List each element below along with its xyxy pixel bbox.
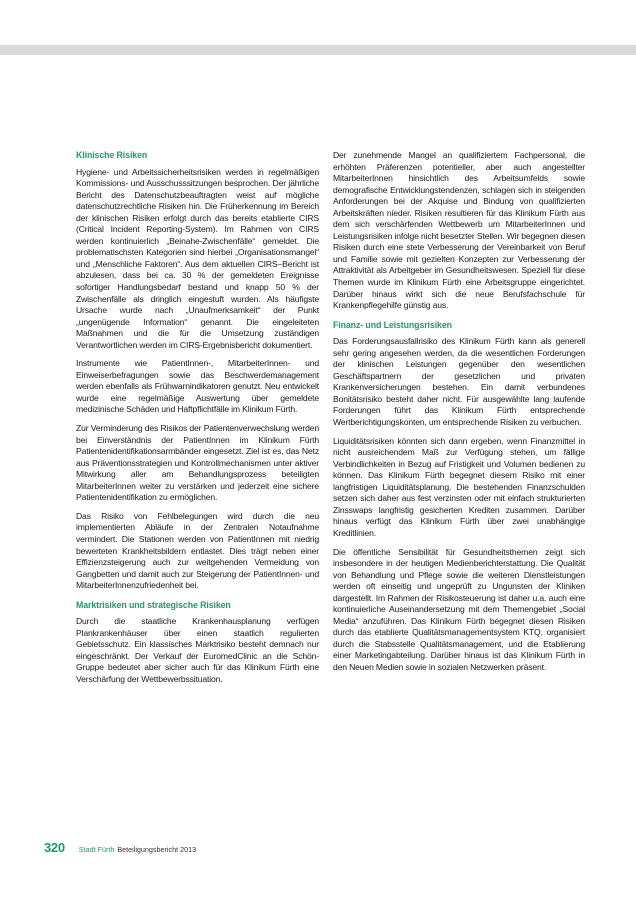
paragraph: Die öffentliche Sensibilität für Gesundheitsthemen zeigt sich insbesondere in der heutigen Medienberichterstattung. Die Qualität von Behandlung und Pflege sowie die weiteren Dienstleistungen werden oft einseitig und ungeprüft zu Ungunsten der Kliniken dargestellt. Im Rahmen der Risikosteuerung ist daher u.a. auch eine kontinuierliche Auseinandersetzung mit dem Themengebiet „Social Media“ anzuführen. Das Klinikum Fürth begegnet diesen Risiken durch das etablierte Qualitätsmanagementsystem KTQ, organisiert durch die Stabsstelle Qualitätsmanagement, und die Etablierung einer Marketingabteilung. Darüber hinaus ist das Klinikum Fürth in den Neuen Medien sowie in sozialen Netzwerken präsent.: [333, 546, 585, 672]
heading-marktrisiken: Marktrisiken und strategische Risiken: [76, 599, 231, 610]
page-footer: [44, 840, 196, 855]
heading-klinische-risiken: Klinische Risiken: [76, 150, 148, 160]
paragraph: Durch die staatliche Krankenhausplanung verfügen Plankrankenhäuser über einen staatlich regulierten Gebietsschutz. Ein klassisches Marktrisiko besteht demnach nur eingeschränkt. Der Verkauf der EuromedClinic an die Schön-Gruppe bedeutet aber sicher auch für das Klinikum Fürth eine Verschärfung der Wettbewerbssituation.: [76, 616, 319, 684]
paragraph: Hygiene- und Arbeitssicherheitsrisiken werden in regelmäßigen Kommissions- und Ausschusssitzungen besprochen. Der jährliche Bericht des Datenschutzbeauftragten weist auf mögliche datenschutzrechtliche Risiken hin. Die Früherkennung im Bereich der klinischen Risiken erfolgt durch das bereits etablierte CIRS (Critical Incident Reporting-System). Im Rahmen von CIRS werden kontinuierlich „Beinahe-Zwischenfälle“ gemeldet. Die problematischsten Kategorien sind hierbei „Organisationsmangel“ und „Menschliche Faktoren“. Aus dem aktuellen CIRS–Bericht ist abzulesen, dass bei ca. 30 % der gemeldeten Ereignisse sofortiger Handlungsbedarf bestand und knapp 50 % der Zwischenfälle als dringlich eingestuft wurden. Als häufigste Ursache wurde nach „Unaufmerksamkeit“ der Punkt „ungenügende Information“ genannt. Die eingeleiteten Maßnahmen und die für die Umsetzung zuständigen Verantwortlichen werden im CIRS-Ergebnisbericht dokumentiert.: [76, 166, 319, 350]
paragraph: Der zunehmende Mangel an qualifiziertem Fachpersonal, die erhöhten Präferenzen potentieller, aber auch angestellter MitarbeiterInnen hinsichtlich des Arbeitsumfelds sowie demografische Entwicklungstendenzen, schlagen sich in steigenden Anforderungen bei der Akquise und Bindung von qualifizierten Arbeitskräften nieder. Risiken resultieren für das Klinikum Fürth aus dem sich verschärfenden Wettbewerb um MitarbeiterInnen und Leistungsrisiken infolge nicht besetzter Stellen. Wir begegnen diesen Risiken durch eine stete Verbesserung der Vereinbarkeit von Beruf und Familie sowie mit gezielten Konzepten zur Verbesserung der Attraktivität als Arbeitgeber im Gesundheitswesen. Speziell für diese Themen wurde im Klinikum Fürth eine Arbeitsgruppe eingerichtet. Darüber hinaus wirkt sich die neue Berufsfachschule für Krankenpflegehilfe günstig aus.: [333, 150, 585, 311]
right-column: [333, 150, 585, 681]
heading-finanzrisiken: Finanz- und Leistungsrisiken: [333, 319, 452, 330]
page-number: 320: [44, 840, 65, 855]
paragraph: Das Risiko von Fehlbelegungen wird durch die neu implementierten Abläufe in der Zentralen Notaufnahme vermindert. Die Stationen werden von PatientInnen mit niedrig bewerteten Krankheitsbildern entlastet. Dies trägt neben einer Effizienzsteigerung auch zur weitgehenden Vermeidung von Gangbetten und damit auch zur Steigerung der PatientInnen- und MitarbeiterInnenzufriedenheit bei.: [76, 510, 319, 591]
top-gray-bar: [0, 45, 636, 55]
footer-title: Beteiligungsbericht 2013: [117, 845, 197, 854]
paragraph: Das Forderungsausfallrisiko des Klinikum Fürth kann als generell sehr gering angesehen werden, da die wesentlichen Forderungen der klinischen Leistungen gegenüber den wesentlichen Geschäftspartnern der gesetzlichen und privaten Krankenversicherungen bestehen. Ein damit verbundenes Bonitätsrisiko besteht daher nicht. Für ausgewählte lang laufende Forderungen führt das Klinikum Fürth entsprechende Wertberichtigungskonten, um entsprechende Risiken zu verbuchen.: [333, 336, 585, 428]
paragraph: Liquiditätsrisiken könnten sich dann ergeben, wenn Finanzmittel in nicht ausreichendem Maß zur Verfügung stehen, um fällige Verbindlichkeiten in Bezug auf Fristigkeit und Volumen bedienen zu können. Das Klinikum Fürth begegnet diesem Risiko mit einer langfristigen Liquiditätsplanung. Die bestehenden Finanzschulden setzen sich daher aus fest verzinsten oder mit einfach strukturierten Zinsswaps langfristig gesicherten Krediten zusammen. Darüber hinaus verfügt das Klinikum Fürth über zwei unabhängige Kreditlinien.: [333, 435, 585, 538]
paragraph: Zur Verminderung des Risikos der Patientenverwechslung werden bei Einverständnis der PatientInnen im Klinikum Fürth Patientenidentifikationsarmbänder eingesetzt. Ziel ist es, das Netz aus Präventionsstrategien und Kontrollmechanismen unter aktiver Mitwirkung aller am Behandlungsprozess beteiligten MitarbeiterInnen weiter zu verstärken und jederzeit eine sichere Patientenidentifikation zu ermöglichen.: [76, 423, 319, 503]
left-column: [76, 150, 319, 693]
paragraph: Instrumente wie PatientInnen-, MitarbeiterInnen- und Einweiserbefragungen sowie das Beschwerdemanagement werden ebenfalls als Frühwarnindikatoren genutzt. Neu entwickelt wurde eine regelmäßige Auswertung über gemeldete medizinische Schäden und Haftpflichtfälle im Klinikum Fürth.: [76, 358, 319, 415]
footer-org: Stadt Fürth: [78, 845, 115, 854]
